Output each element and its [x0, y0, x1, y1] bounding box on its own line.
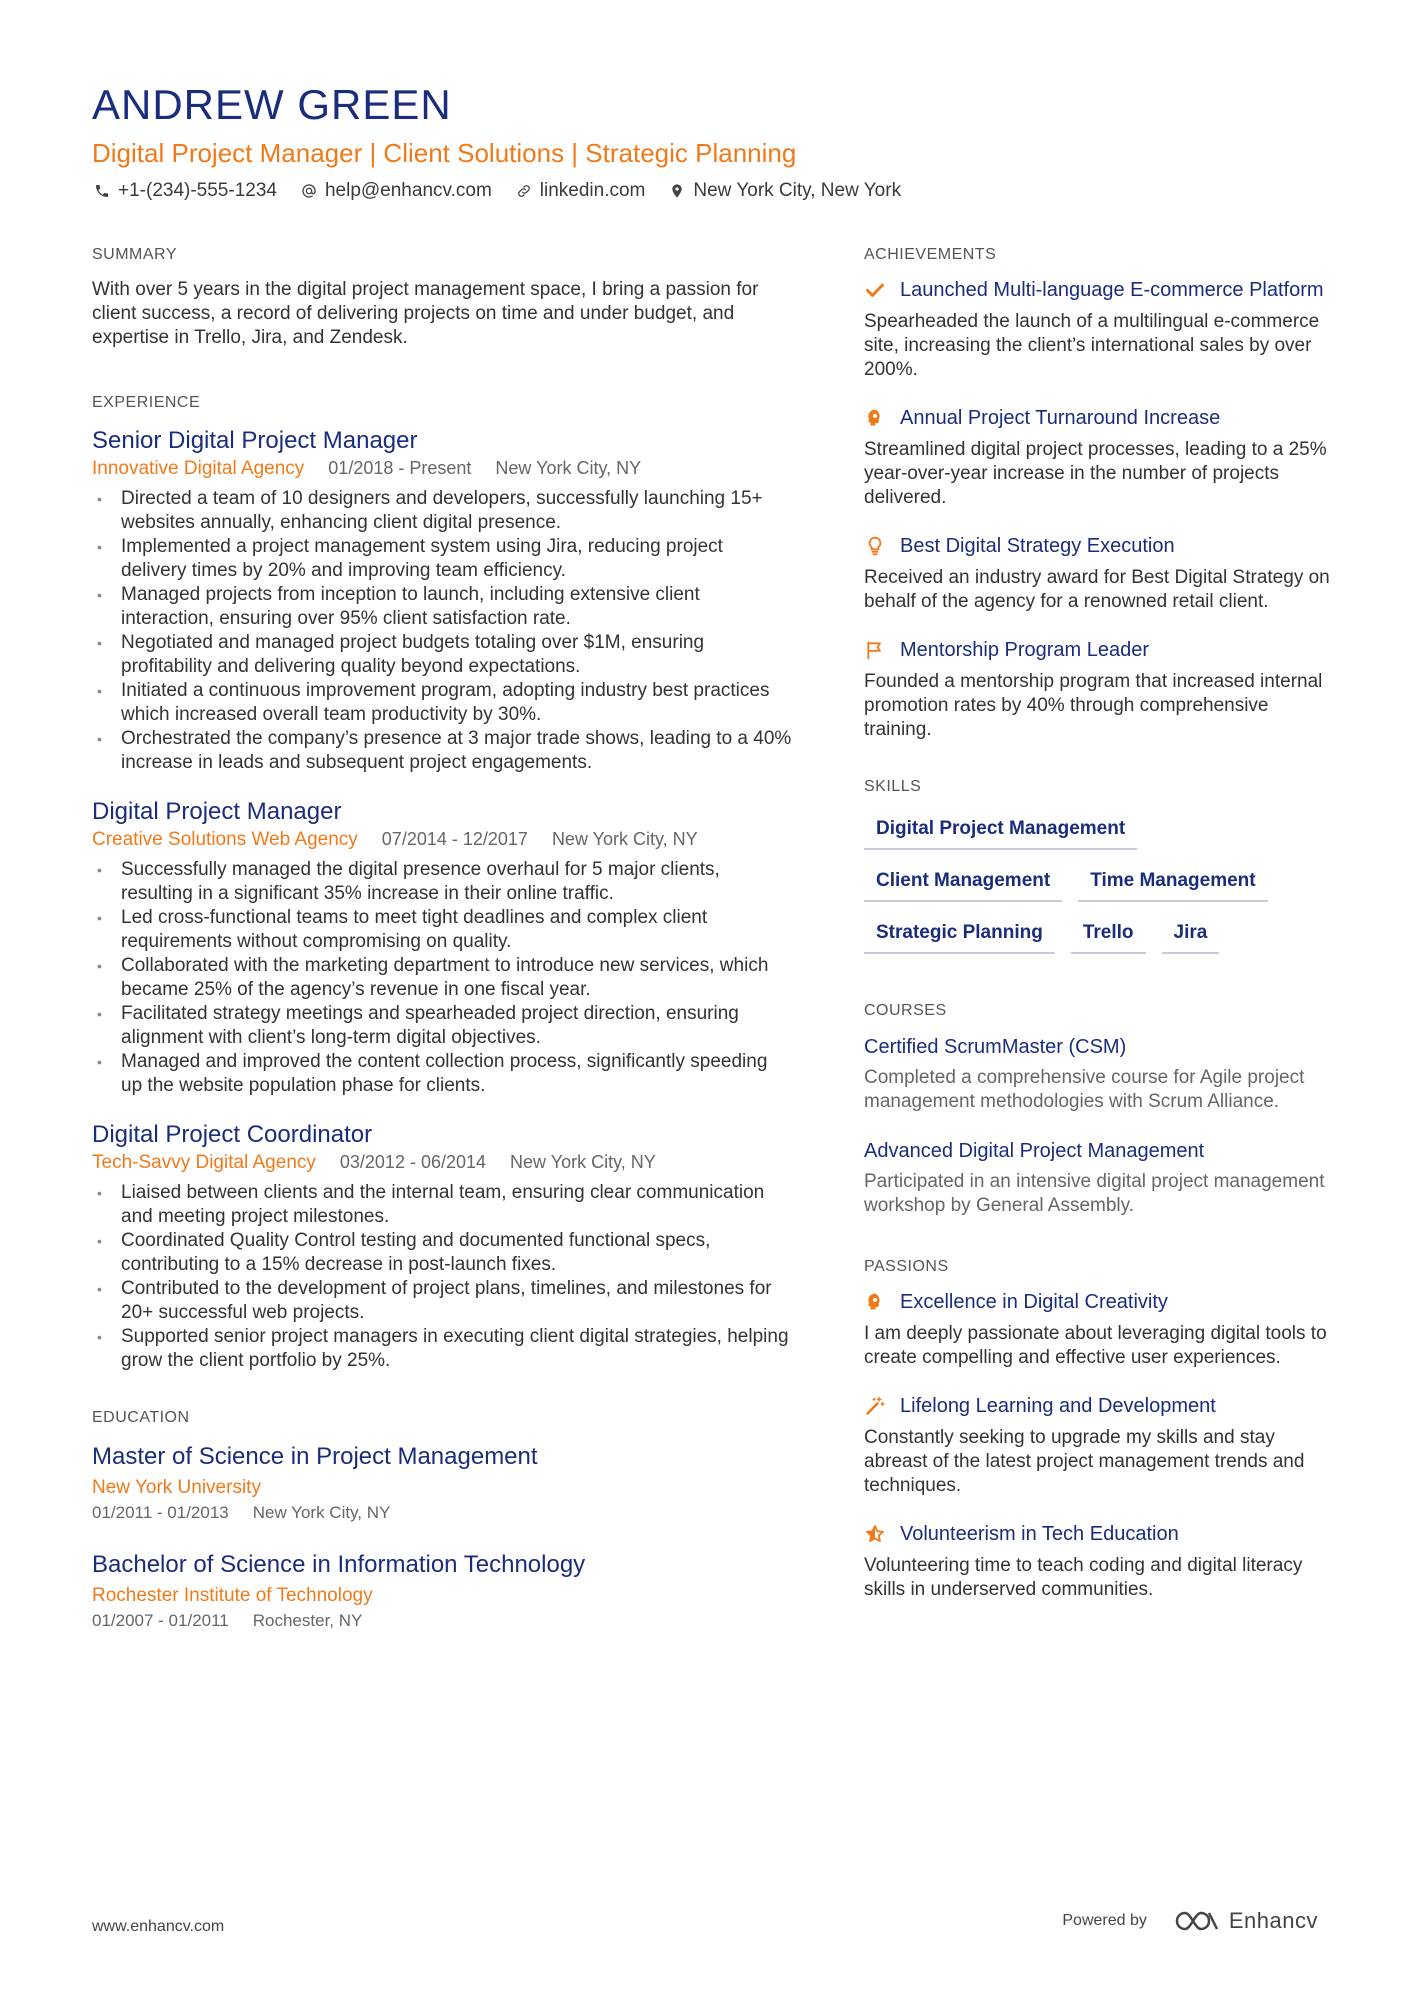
job-location: New York City, NY [551, 829, 698, 849]
brand-name: Enhancv [1228, 1908, 1318, 1933]
education-location: New York City, NY [252, 1503, 391, 1522]
skills-heading: SKILLS [864, 778, 922, 795]
skill-row [864, 868, 1334, 902]
job-dates: 03/2012 - 06/2014 [339, 1152, 487, 1172]
degree-title: Master of Science in Project Management [92, 1443, 538, 1470]
achievement [864, 534, 1334, 614]
job-bullets [92, 487, 792, 775]
candidate-title: Digital Project Manager | Client Solutions | Strategic Planning [92, 138, 797, 168]
courses-heading: COURSES [864, 1002, 947, 1019]
skill-tag: Time Management [1078, 868, 1267, 902]
linkedin-text: linkedin.com [539, 180, 646, 201]
location-pin-icon [667, 181, 687, 201]
job-bullet: • Successfully managed the digital presence overhaul for 5 major clients, resulting in a significant 35% increase in their online traffic. [92, 858, 792, 906]
job-bullets [92, 858, 792, 1098]
job-bullet: • Supported senior project managers in executing client digital strategies, helping grow the client portfolio by 25%. [92, 1325, 792, 1373]
footer-branding [1062, 1908, 1318, 1934]
school-name: New York University [92, 1477, 261, 1498]
flag-icon [864, 638, 886, 662]
education-meta [92, 1501, 792, 1525]
star-icon [864, 1522, 886, 1546]
job-entry [92, 797, 792, 1098]
job-entry [92, 426, 792, 775]
left-column [92, 246, 792, 1657]
job-bullet: • Directed a team of 10 designers and developers, successfully launching 15+ websites annually, enhancing client digital presence. [92, 487, 792, 535]
job-bullet: • Liaised between clients and the internal team, ensuring clear communication and meeting project milestones. [92, 1181, 792, 1229]
job-title: Digital Project Coordinator [92, 1121, 373, 1148]
skill-row [864, 920, 1334, 954]
skill-tag: Strategic Planning [864, 920, 1055, 954]
achievements-list [864, 278, 1334, 742]
check-icon [864, 278, 886, 302]
job-bullet: • Led cross-functional teams to meet tight deadlines and complex client requirements without compromising on quality. [92, 906, 792, 954]
job-bullet: • Facilitated strategy meetings and spearheaded project direction, ensuring alignment with client’s long-term digital objectives. [92, 1002, 792, 1050]
course-title: Advanced Digital Project Management [864, 1140, 1205, 1162]
course-desc: Completed a comprehensive course for Agile project management methodologies with Scrum Alliance. [864, 1067, 1305, 1112]
job-company: Creative Solutions Web Agency [92, 829, 358, 850]
passion [864, 1394, 1334, 1498]
at-icon [299, 181, 319, 201]
job-location: New York City, NY [510, 1152, 656, 1172]
skills-list [864, 816, 1334, 954]
job-company: Innovative Digital Agency [92, 458, 305, 479]
achievement-desc: Streamlined digital project processes, leading to a 25% year-over-year increase in the number of projects delivered. [864, 439, 1327, 508]
passion-header [864, 1394, 1334, 1418]
job-location: New York City, NY [495, 458, 642, 478]
contact-phone[interactable] [92, 180, 277, 202]
skills-section [864, 778, 1334, 954]
contact-location [667, 180, 901, 202]
summary-section [92, 246, 792, 350]
education-dates: 01/2007 - 01/2011 [92, 1611, 229, 1630]
job-list [92, 426, 792, 1373]
job-bullet: • Implemented a project management system using Jira, reducing project delivery times by 20% and improving team efficiency. [92, 535, 792, 583]
job-title: Senior Digital Project Manager [92, 427, 418, 454]
enhancv-logo[interactable] [1173, 1908, 1318, 1934]
head-idea-icon [864, 1290, 886, 1314]
passion-header [864, 1522, 1334, 1546]
job-bullet: • Managed and improved the content collection process, significantly speeding up the website population phase for clients. [92, 1050, 792, 1098]
education-dates: 01/2011 - 01/2013 [92, 1503, 229, 1522]
job-dates: 01/2018 - Present [328, 458, 472, 478]
school-name: Rochester Institute of Technology [92, 1585, 373, 1606]
achievement [864, 406, 1334, 510]
passion [864, 1290, 1334, 1370]
achievement-header [864, 278, 1334, 302]
job-bullet: • Initiated a continuous improvement program, adopting industry best practices which increased overall team productivity by 30%. [92, 679, 792, 727]
job-dates: 07/2014 - 12/2017 [381, 829, 528, 849]
footer-website[interactable]: www.enhancv.com [92, 1918, 225, 1935]
job-bullet: • Negotiated and managed project budgets totaling over $1M, ensuring profitability and delivering quality beyond expectations. [92, 631, 792, 679]
achievement-title: Mentorship Program Leader [900, 639, 1150, 661]
summary-text: With over 5 years in the digital project management space, I bring a passion for client success, a record of delivering projects on time and under budget, and expertise in Trello, Jira, and Zendesk. [92, 279, 759, 348]
achievement [864, 278, 1334, 382]
job-meta [92, 1150, 792, 1175]
link-icon [514, 181, 534, 201]
phone-text: +1-(234)-555-1234 [118, 180, 277, 201]
passion-header [864, 1290, 1334, 1314]
achievement-desc: Spearheaded the launch of a multilingual e-commerce site, increasing the client’s international sales by over 200%. [864, 311, 1320, 380]
lightbulb-icon [864, 534, 886, 558]
experience-section [92, 394, 792, 1373]
course-entry [864, 1034, 1334, 1114]
achievements-heading: ACHIEVEMENTS [864, 246, 997, 263]
passions-section [864, 1258, 1334, 1602]
job-bullet: • Orchestrated the company’s presence at 3 major trade shows, leading to a 40% increase in leads and subsequent project engagements. [92, 727, 792, 775]
course-entry [864, 1138, 1334, 1218]
degree-title: Bachelor of Science in Information Technology [92, 1551, 586, 1578]
summary-heading: SUMMARY [92, 246, 177, 263]
job-title: Digital Project Manager [92, 798, 342, 825]
education-section [92, 1409, 792, 1633]
course-title: Certified ScrumMaster (CSM) [864, 1036, 1127, 1058]
contact-linkedin[interactable] [514, 180, 646, 202]
job-bullet: • Collaborated with the marketing department to introduce new services, which became 25% of the agency’s revenue in one fiscal year. [92, 954, 792, 1002]
education-entry [92, 1441, 792, 1525]
skill-tag: Trello [1071, 920, 1146, 954]
contact-email[interactable] [299, 180, 492, 202]
achievements-section [864, 246, 1334, 742]
passion-title: Lifelong Learning and Development [900, 1395, 1216, 1417]
right-column [864, 246, 1334, 1626]
resume-header [92, 80, 1322, 202]
achievement [864, 638, 1334, 742]
job-meta [92, 456, 792, 481]
job-company: Tech-Savvy Digital Agency [92, 1152, 316, 1173]
magic-wand-icon [864, 1394, 886, 1418]
job-bullet: • Contributed to the development of project plans, timelines, and milestones for 20+ successful web projects. [92, 1277, 792, 1325]
courses-section [864, 1002, 1334, 1218]
passion-title: Excellence in Digital Creativity [900, 1291, 1168, 1313]
contact-bar [92, 180, 1322, 202]
candidate-name: ANDREW GREEN [92, 81, 452, 128]
course-desc: Participated in an intensive digital project management workshop by General Assembly. [864, 1171, 1325, 1216]
job-bullet: • Coordinated Quality Control testing and documented functional specs, contributing to a 15% decrease in post-launch fixes. [92, 1229, 792, 1277]
education-heading: EDUCATION [92, 1409, 190, 1426]
passions-list [864, 1290, 1334, 1602]
achievement-desc: Founded a mentorship program that increased internal promotion rates by 40% through comprehensive training. [864, 671, 1323, 740]
education-list [92, 1441, 792, 1633]
job-meta [92, 827, 792, 852]
education-entry [92, 1549, 792, 1633]
head-idea-icon [864, 406, 886, 430]
passions-heading: PASSIONS [864, 1258, 949, 1275]
passion-desc: Constantly seeking to upgrade my skills and stay abreast of the latest project management trends and techniques. [864, 1427, 1305, 1496]
achievement-header [864, 534, 1334, 558]
email-text: help@enhancv.com [324, 180, 492, 201]
skill-tag: Jira [1162, 920, 1220, 954]
location-text: New York City, New York [693, 180, 902, 201]
passion-title: Volunteerism in Tech Education [900, 1523, 1179, 1545]
courses-list [864, 1034, 1334, 1218]
education-location: Rochester, NY [252, 1611, 363, 1630]
passion-desc: I am deeply passionate about leveraging digital tools to create compelling and effective user experiences. [864, 1323, 1327, 1368]
experience-heading: EXPERIENCE [92, 394, 201, 411]
phone-icon [92, 181, 112, 201]
achievement-title: Launched Multi-language E-commerce Platform [900, 279, 1324, 301]
job-bullets [92, 1181, 792, 1373]
skill-row [864, 816, 1334, 850]
education-meta [92, 1609, 792, 1633]
achievement-title: Annual Project Turnaround Increase [900, 407, 1221, 429]
skill-tag: Digital Project Management [864, 816, 1137, 850]
achievement-header [864, 406, 1334, 430]
achievement-desc: Received an industry award for Best Digital Strategy on behalf of the agency for a renowned retail client. [864, 567, 1330, 612]
skill-tag: Client Management [864, 868, 1062, 902]
passion-desc: Volunteering time to teach coding and digital literacy skills in underserved communities. [864, 1555, 1303, 1600]
passion [864, 1522, 1334, 1602]
achievement-title: Best Digital Strategy Execution [900, 535, 1175, 557]
job-entry [92, 1120, 792, 1373]
achievement-header [864, 638, 1334, 662]
enhancv-logo-icon [1173, 1908, 1221, 1934]
powered-by-text: Powered by [1062, 1912, 1147, 1929]
job-bullet: • Managed projects from inception to launch, including extensive client interaction, ensuring over 95% client satisfaction rate. [92, 583, 792, 631]
